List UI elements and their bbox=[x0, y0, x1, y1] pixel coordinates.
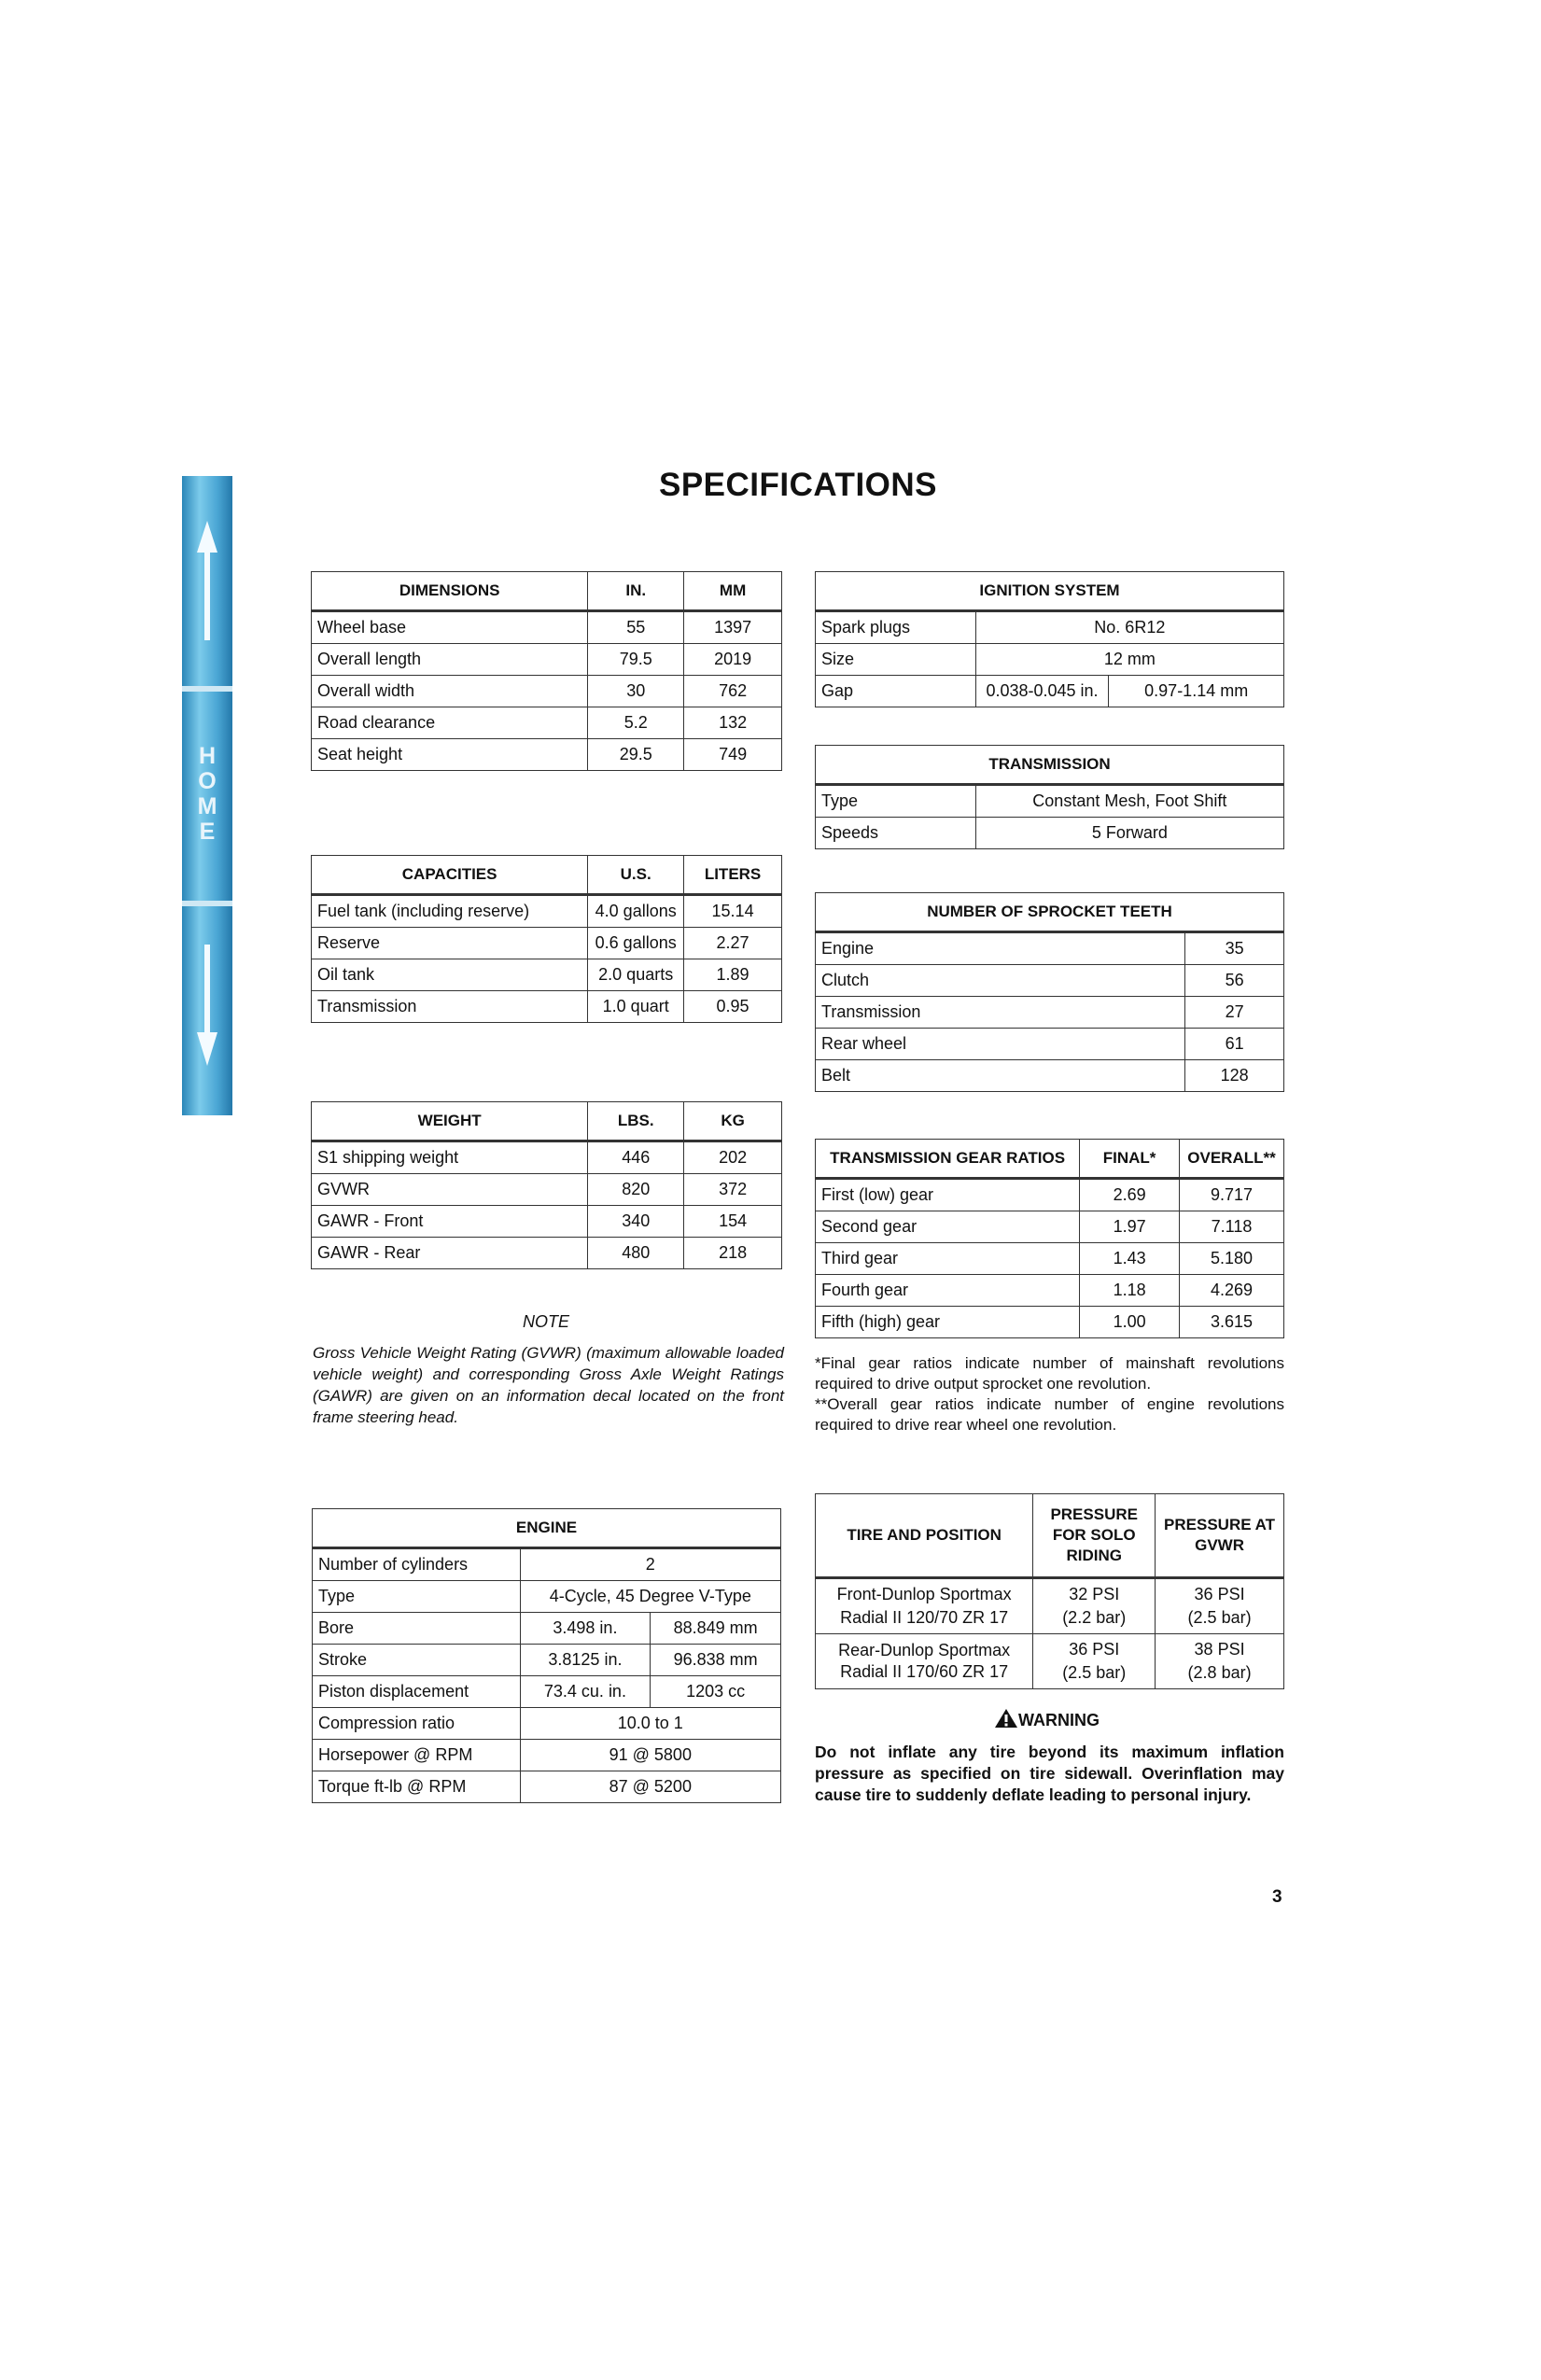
table-header: DIMENSIONS bbox=[312, 572, 588, 611]
table-cell: GAWR - Front bbox=[312, 1206, 588, 1238]
table-cell: 154 bbox=[684, 1206, 782, 1238]
table-cell: Clutch bbox=[816, 965, 1185, 997]
warning-title: WARNING bbox=[994, 1708, 1100, 1730]
table-cell: 202 bbox=[684, 1141, 782, 1174]
table-cell: Torque ft-lb @ RPM bbox=[313, 1771, 521, 1803]
table-cell: Compression ratio bbox=[313, 1708, 521, 1740]
cell-text-line: 36 PSI bbox=[1069, 1640, 1120, 1659]
table-cell: GVWR bbox=[312, 1174, 588, 1206]
table-cell: 29.5 bbox=[588, 739, 684, 771]
dimensions-table bbox=[311, 571, 782, 771]
table-cell: 446 bbox=[588, 1141, 684, 1174]
table-cell: Horsepower @ RPM bbox=[313, 1740, 521, 1771]
table-row bbox=[313, 1771, 781, 1803]
table-cell: S1 shipping weight bbox=[312, 1141, 588, 1174]
table-row bbox=[816, 1634, 1284, 1689]
table-cell: Speeds bbox=[816, 818, 976, 849]
table-header: U.S. bbox=[588, 856, 684, 895]
engine-table bbox=[312, 1508, 781, 1803]
table-cell: 132 bbox=[684, 707, 782, 739]
table-row bbox=[816, 1060, 1284, 1092]
table-row bbox=[816, 932, 1284, 965]
table-cell bbox=[816, 1634, 1033, 1689]
table-cell bbox=[816, 1578, 1033, 1634]
table-cell: 56 bbox=[1185, 965, 1284, 997]
table-cell: 0.95 bbox=[684, 991, 782, 1023]
table-header: OVERALL** bbox=[1180, 1140, 1284, 1179]
table-cell: 1.0 quart bbox=[588, 991, 684, 1023]
table-cell bbox=[1033, 1578, 1156, 1634]
table-cell: Size bbox=[816, 644, 976, 676]
table-cell: 73.4 cu. in. bbox=[520, 1676, 651, 1708]
overall-ratio-note: **Overall gear ratios indicate number of engine revolutions required to drive rear wheel one revolution. bbox=[815, 1395, 1284, 1434]
table-cell: 9.717 bbox=[1180, 1179, 1284, 1211]
table-cell: 61 bbox=[1185, 1029, 1284, 1060]
table-cell: Rear wheel bbox=[816, 1029, 1185, 1060]
table-row bbox=[816, 644, 1284, 676]
table-header: ENGINE bbox=[313, 1509, 781, 1548]
capacities-table bbox=[311, 855, 782, 1023]
table-cell: 372 bbox=[684, 1174, 782, 1206]
table-row bbox=[312, 739, 782, 771]
table-header: IGNITION SYSTEM bbox=[816, 572, 1284, 611]
table-cell: Type bbox=[313, 1581, 521, 1613]
table-cell: Type bbox=[816, 785, 976, 818]
cell-text-line: (2.8 bar) bbox=[1187, 1663, 1252, 1682]
gear-ratio-notes bbox=[815, 1353, 1284, 1435]
table-cell: Bore bbox=[313, 1613, 521, 1645]
table-cell: 2 bbox=[520, 1548, 780, 1581]
gear-ratios-table bbox=[815, 1139, 1284, 1338]
table-row bbox=[312, 644, 782, 676]
table-row bbox=[312, 611, 782, 644]
table-header: WEIGHT bbox=[312, 1102, 588, 1141]
page-number: 3 bbox=[1272, 1887, 1282, 1907]
table-row bbox=[312, 707, 782, 739]
final-ratio-note: *Final gear ratios indicate number of mainshaft revolutions required to drive output sprocket one revolution. bbox=[815, 1354, 1284, 1393]
table-header: KG bbox=[684, 1102, 782, 1141]
table-header: TRANSMISSION GEAR RATIOS bbox=[816, 1140, 1080, 1179]
table-cell: Engine bbox=[816, 932, 1185, 965]
sprocket-teeth-table bbox=[815, 892, 1284, 1092]
table-cell: Third gear bbox=[816, 1243, 1080, 1275]
cell-text-line: Radial II 170/60 ZR 17 bbox=[840, 1662, 1009, 1681]
table-row bbox=[816, 1307, 1284, 1338]
table-cell: 3.8125 in. bbox=[520, 1645, 651, 1676]
table-row bbox=[816, 611, 1284, 644]
table-row bbox=[816, 997, 1284, 1029]
table-cell: 4.0 gallons bbox=[588, 895, 684, 928]
ignition-table bbox=[815, 571, 1284, 707]
table-row bbox=[312, 676, 782, 707]
table-cell: Fuel tank (including reserve) bbox=[312, 895, 588, 928]
table-cell: 480 bbox=[588, 1238, 684, 1269]
table-cell: Belt bbox=[816, 1060, 1185, 1092]
table-cell bbox=[1156, 1578, 1284, 1634]
table-cell: 1.89 bbox=[684, 959, 782, 991]
table-cell bbox=[1156, 1634, 1284, 1689]
table-row bbox=[312, 895, 782, 928]
table-row bbox=[312, 959, 782, 991]
table-row bbox=[816, 1243, 1284, 1275]
table-cell: 218 bbox=[684, 1238, 782, 1269]
table-cell: 4.269 bbox=[1180, 1275, 1284, 1307]
table-cell: 35 bbox=[1185, 932, 1284, 965]
table-cell: Transmission bbox=[816, 997, 1185, 1029]
table-cell: 12 mm bbox=[975, 644, 1283, 676]
table-row bbox=[313, 1645, 781, 1676]
table-cell: 5 Forward bbox=[975, 818, 1283, 849]
table-row bbox=[313, 1708, 781, 1740]
table-header: LBS. bbox=[588, 1102, 684, 1141]
table-row bbox=[816, 965, 1284, 997]
table-cell: 10.0 to 1 bbox=[520, 1708, 780, 1740]
table-row bbox=[312, 1174, 782, 1206]
table-cell: Overall width bbox=[312, 676, 588, 707]
warning-body: Do not inflate any tire beyond its maximum inflation pressure as specified on tire sidewall. Overinflation may cause tire to suddenly deflate leading to personal injury. bbox=[815, 1743, 1284, 1804]
table-cell: Oil tank bbox=[312, 959, 588, 991]
table-cell: 1203 cc bbox=[651, 1676, 781, 1708]
table-cell: Piston displacement bbox=[313, 1676, 521, 1708]
table-cell: Stroke bbox=[313, 1645, 521, 1676]
cell-text-line: (2.2 bar) bbox=[1062, 1608, 1127, 1627]
table-cell: 7.118 bbox=[1180, 1211, 1284, 1243]
table-cell bbox=[1033, 1634, 1156, 1689]
table-row bbox=[312, 1141, 782, 1174]
table-cell: Gap bbox=[816, 676, 976, 707]
table-cell: 96.838 mm bbox=[651, 1645, 781, 1676]
cell-text-line: Front-Dunlop Sportmax bbox=[836, 1585, 1012, 1603]
table-row bbox=[313, 1676, 781, 1708]
table-cell: GAWR - Rear bbox=[312, 1238, 588, 1269]
page-title: SPECIFICATIONS bbox=[658, 467, 938, 503]
table-cell: 2.0 quarts bbox=[588, 959, 684, 991]
table-cell: 27 bbox=[1185, 997, 1284, 1029]
table-cell: 1.43 bbox=[1080, 1243, 1180, 1275]
table-header: PRESSURE AT GVWR bbox=[1156, 1494, 1284, 1578]
table-cell: 2.69 bbox=[1080, 1179, 1180, 1211]
table-row bbox=[312, 928, 782, 959]
table-cell: 55 bbox=[588, 611, 684, 644]
tire-pressure-table bbox=[815, 1493, 1284, 1689]
table-row bbox=[816, 785, 1284, 818]
table-cell: 91 @ 5800 bbox=[520, 1740, 780, 1771]
table-header: IN. bbox=[588, 572, 684, 611]
table-header: FINAL* bbox=[1080, 1140, 1180, 1179]
arrow-up-icon bbox=[182, 476, 232, 686]
table-header: LITERS bbox=[684, 856, 782, 895]
table-cell: 15.14 bbox=[684, 895, 782, 928]
table-row bbox=[816, 676, 1284, 707]
table-row bbox=[313, 1613, 781, 1645]
home-label: H O M E bbox=[197, 743, 217, 845]
table-cell: 0.6 gallons bbox=[588, 928, 684, 959]
table-row bbox=[816, 1179, 1284, 1211]
table-header: TRANSMISSION bbox=[816, 746, 1284, 785]
table-cell: 87 @ 5200 bbox=[520, 1771, 780, 1803]
cell-text-line: Radial II 120/70 ZR 17 bbox=[840, 1608, 1009, 1627]
table-cell: Overall length bbox=[312, 644, 588, 676]
table-row bbox=[312, 1206, 782, 1238]
table-cell: 1397 bbox=[684, 611, 782, 644]
table-cell: 762 bbox=[684, 676, 782, 707]
table-header: CAPACITIES bbox=[312, 856, 588, 895]
table-header: MM bbox=[684, 572, 782, 611]
table-cell: 5.2 bbox=[588, 707, 684, 739]
table-cell: 1.18 bbox=[1080, 1275, 1180, 1307]
table-header: NUMBER OF SPROCKET TEETH bbox=[816, 893, 1284, 932]
transmission-table bbox=[815, 745, 1284, 849]
table-row bbox=[816, 818, 1284, 849]
cell-text-line: 38 PSI bbox=[1194, 1640, 1245, 1659]
table-cell: Constant Mesh, Foot Shift bbox=[975, 785, 1283, 818]
note-title: NOTE bbox=[523, 1312, 570, 1331]
table-cell: 79.5 bbox=[588, 644, 684, 676]
table-cell: Reserve bbox=[312, 928, 588, 959]
table-cell: 88.849 mm bbox=[651, 1613, 781, 1645]
table-row bbox=[312, 1238, 782, 1269]
table-cell: 2.27 bbox=[684, 928, 782, 959]
table-row bbox=[816, 1211, 1284, 1243]
table-cell: 0.97-1.14 mm bbox=[1109, 676, 1284, 707]
table-row bbox=[816, 1578, 1284, 1634]
table-cell: 820 bbox=[588, 1174, 684, 1206]
table-row bbox=[313, 1740, 781, 1771]
table-cell: Fourth gear bbox=[816, 1275, 1080, 1307]
weight-table bbox=[311, 1101, 782, 1269]
table-cell: Road clearance bbox=[312, 707, 588, 739]
table-cell: Number of cylinders bbox=[313, 1548, 521, 1581]
previous-page-button[interactable] bbox=[182, 476, 232, 686]
table-cell: Transmission bbox=[312, 991, 588, 1023]
table-cell: 30 bbox=[588, 676, 684, 707]
table-cell: 1.97 bbox=[1080, 1211, 1180, 1243]
table-cell: Fifth (high) gear bbox=[816, 1307, 1080, 1338]
table-header: PRESSURE FOR SOLO RIDING bbox=[1033, 1494, 1156, 1578]
table-cell: Wheel base bbox=[312, 611, 588, 644]
cell-text-line: Rear-Dunlop Sportmax bbox=[838, 1641, 1011, 1659]
table-cell: 3.498 in. bbox=[520, 1613, 651, 1645]
arrow-down-icon bbox=[182, 907, 232, 1115]
table-row bbox=[313, 1581, 781, 1613]
cell-text-line: (2.5 bar) bbox=[1062, 1663, 1127, 1682]
table-cell: 0.038-0.045 in. bbox=[975, 676, 1109, 707]
table-cell: First (low) gear bbox=[816, 1179, 1080, 1211]
cell-text-line: (2.5 bar) bbox=[1187, 1608, 1252, 1627]
note-body: Gross Vehicle Weight Rating (GVWR) (maximum allowable loaded vehicle weight) and corresponding Gross Axle Weight Ratings (GAWR) are given on an information decal located on the front frame steering head. bbox=[313, 1344, 784, 1426]
cell-text-line: 36 PSI bbox=[1194, 1585, 1245, 1603]
table-cell: 3.615 bbox=[1180, 1307, 1284, 1338]
next-page-button[interactable] bbox=[182, 907, 232, 1115]
table-row bbox=[313, 1548, 781, 1581]
warning-triangle-icon bbox=[994, 1708, 1018, 1729]
table-cell: 1.00 bbox=[1080, 1307, 1180, 1338]
table-cell: 128 bbox=[1185, 1060, 1284, 1092]
table-cell: No. 6R12 bbox=[975, 611, 1283, 644]
table-cell: Second gear bbox=[816, 1211, 1080, 1243]
table-cell: 340 bbox=[588, 1206, 684, 1238]
home-button[interactable] bbox=[182, 693, 232, 900]
table-cell: 5.180 bbox=[1180, 1243, 1284, 1275]
table-row bbox=[816, 1275, 1284, 1307]
table-cell: Seat height bbox=[312, 739, 588, 771]
table-header: TIRE AND POSITION bbox=[816, 1494, 1033, 1578]
table-cell: 749 bbox=[684, 739, 782, 771]
table-cell: Spark plugs bbox=[816, 611, 976, 644]
table-cell: 4-Cycle, 45 Degree V-Type bbox=[520, 1581, 780, 1613]
table-row bbox=[816, 1029, 1284, 1060]
table-row bbox=[312, 991, 782, 1023]
side-navigation-bar bbox=[182, 476, 232, 1115]
cell-text-line: 32 PSI bbox=[1069, 1585, 1120, 1603]
table-cell: 2019 bbox=[684, 644, 782, 676]
